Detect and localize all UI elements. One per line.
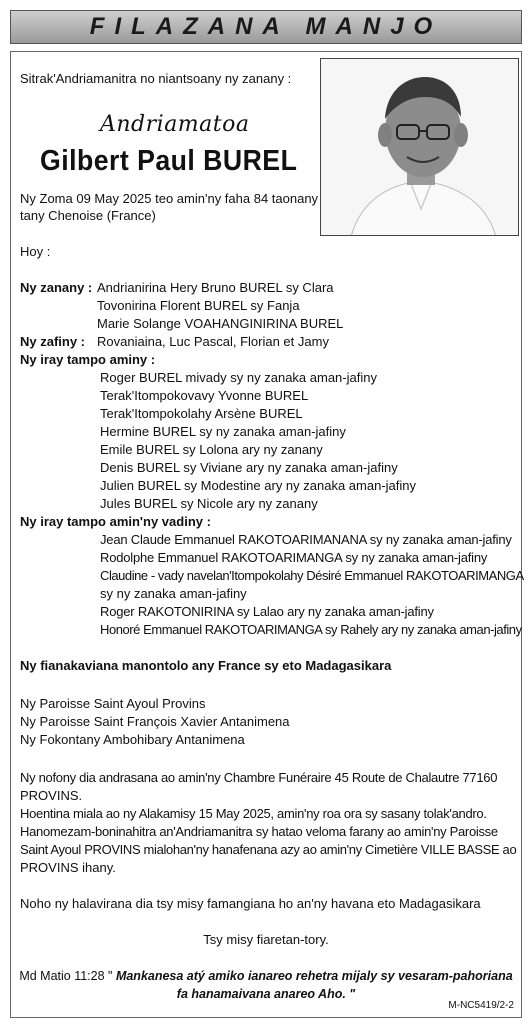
- parish-line: Ny Paroisse Saint François Xavier Antanimena: [20, 714, 290, 729]
- verse-reference: Md Matio 11:28 ": [19, 969, 113, 983]
- sibling-line: Terak'Itompokovavy Yvonne BUREL: [100, 388, 309, 403]
- sibling-line: Denis BUREL sy Viviane ary ny zanaka aman-jafiny: [100, 460, 398, 475]
- sibling-line: Terak'Itompokolahy Arsène BUREL: [100, 406, 303, 421]
- parish-line: Ny Paroisse Saint Ayoul Provins: [20, 696, 206, 711]
- reference-code: M-NC5419/2-2: [448, 1000, 514, 1011]
- no-flowers-note: Tsy misy fiaretan-tory.: [203, 932, 329, 947]
- sibling-line: Hermine BUREL sy ny zanaka aman-jafiny: [100, 424, 346, 439]
- wife-sibling-line: Roger RAKOTONIRINA sy Lalao ary ny zanaka aman-jafiny: [100, 604, 434, 619]
- visit-notice: Noho ny halavirana dia tsy misy famangiana ho an'ny havana eto Madagasikara: [20, 896, 481, 911]
- header-title: FILAZANA MANJO: [89, 13, 443, 40]
- hoy-label: Hoy :: [20, 244, 51, 259]
- child-line: Tovonirina Florent BUREL sy Fanja: [97, 298, 300, 313]
- funeral-line-6: PROVINS ihany.: [20, 860, 116, 875]
- verse-text-1: Mankanesa atý amiko ianareo rehetra mijaly sy vesaram-pahoriana: [115, 969, 513, 983]
- child-line: Marie Solange VOAHANGINIRINA BUREL: [97, 316, 344, 331]
- family-line: Ny fianakaviana manontolo any France sy eto Madagasikara: [20, 658, 392, 673]
- deceased-photo: [320, 58, 519, 236]
- wife-sibling-line: Claudine - vady navelan'Itompokolahy Désiré Emmanuel RAKOTOARIMANGA: [100, 568, 524, 583]
- wife-sibling-line: Honoré Emmanuel RAKOTOARIMANGA sy Rahely ary ny zanaka aman-jafiny: [100, 622, 522, 637]
- wife-sibling-line: Rodolphe Emmanuel RAKOTOARIMANGA sy ny zanaka aman-jafiny: [100, 550, 488, 565]
- wife-sibling-line: Jean Claude Emmanuel RAKOTOARIMANANA sy ny zanaka aman-jafiny: [100, 532, 512, 547]
- parish-line: Ny Fokontany Ambohibary Antanimena: [20, 732, 245, 747]
- funeral-line-5: Saint Ayoul PROVINS mialohan'ny hanafenana azy ao amin'ny Cimetière VILLE BASSE ao: [20, 842, 517, 857]
- grandchildren-label: Ny zafiny :: [20, 334, 86, 349]
- header-banner: [10, 10, 522, 44]
- grandchildren-text: Rovaniaina, Luc Pascal, Florian et Jamy: [97, 334, 329, 349]
- sibling-line: Roger BUREL mivady sy ny zanaka aman-jafiny: [100, 370, 377, 385]
- funeral-line-2: PROVINS.: [20, 788, 83, 803]
- sibling-line: Emile BUREL sy Lolona ary ny zanany: [100, 442, 323, 457]
- sibling-line: Julien BUREL sy Modestine ary ny zanaka aman-jafiny: [100, 478, 416, 493]
- siblings-label: Ny iray tampo aminy :: [20, 352, 156, 367]
- sibling-line: Jules BUREL sy Nicole ary ny zanany: [100, 496, 318, 511]
- intro-text: Sitrak'Andriamanitra no niantsoany ny zanany :: [20, 71, 292, 86]
- children-label: Ny zanany :: [20, 280, 93, 295]
- death-line-1: Ny Zoma 09 May 2025 teo amin'ny faha 84 taonany: [20, 191, 319, 206]
- deceased-name: Gilbert Paul BUREL: [40, 145, 298, 177]
- funeral-line-3: Hoentina miala ao ny Alakamisy 15 May 2025, amin'ny roa ora sy sasany tolak'andro.: [20, 806, 487, 821]
- funeral-line-4: Hanomezam-boninahitra an'Andriamanitra sy hatao veloma farany ao amin'ny Paroisse: [20, 824, 498, 839]
- child-line: Andrianirina Hery Bruno BUREL sy Clara: [97, 280, 334, 295]
- verse-text-2: fa hanamaivana anareo Aho. ": [176, 987, 356, 1001]
- funeral-line-1: Ny nofony dia andrasana ao amin'ny Chambre Funéraire 45 Route de Chalautre 77160: [20, 770, 498, 785]
- wife-siblings-label: Ny iray tampo amin'ny vadiny :: [20, 514, 211, 529]
- honorific: Andriamatoa: [100, 112, 250, 137]
- bible-verse-line-1: [12, 967, 520, 985]
- death-line-2: tany Chenoise (France): [20, 208, 156, 223]
- portrait-image: [321, 59, 519, 236]
- wife-sibling-line: sy ny zanaka aman-jafiny: [100, 586, 247, 601]
